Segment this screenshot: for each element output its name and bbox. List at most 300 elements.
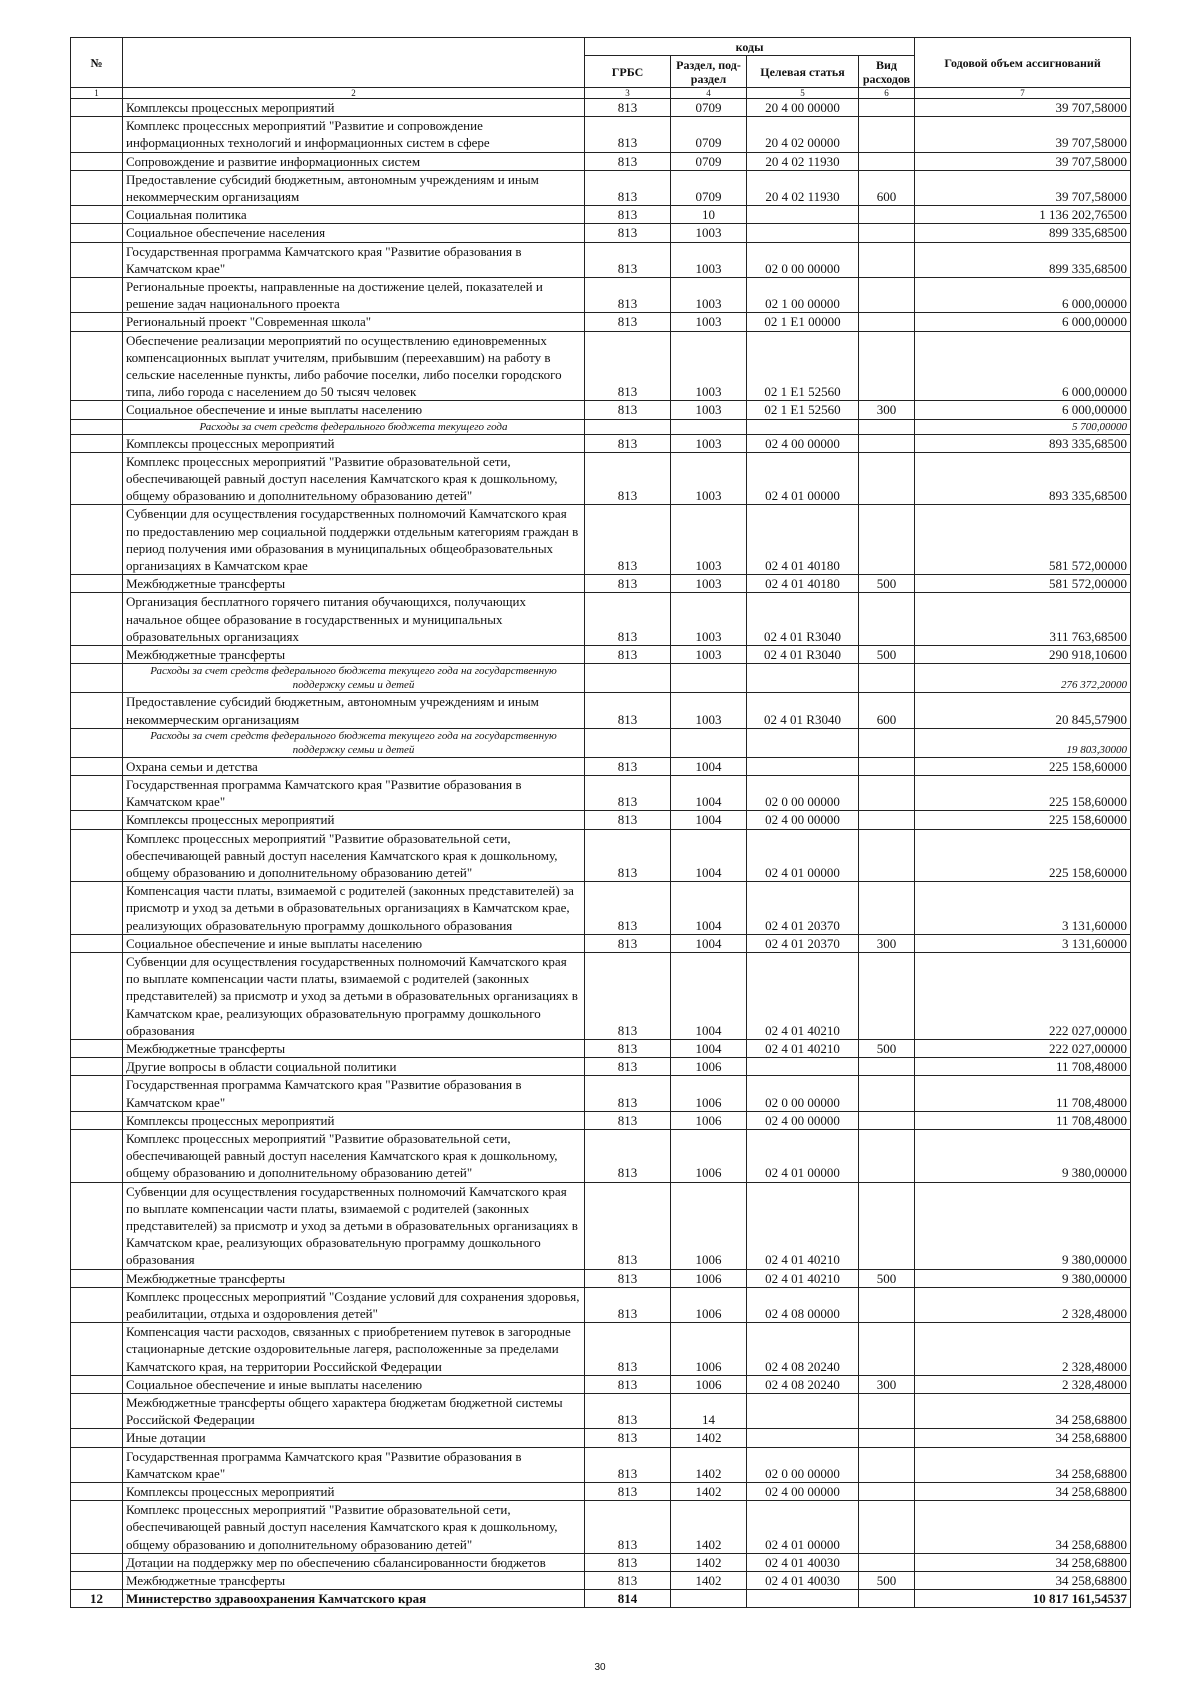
table-row xyxy=(71,278,1131,313)
colnum-2: 2 xyxy=(123,88,585,99)
row-target: 02 4 01 00000 xyxy=(747,452,859,505)
row-sum: 3 131,60000 xyxy=(915,882,1131,935)
row-section: 1402 xyxy=(671,1447,747,1482)
row-grbs: 813 xyxy=(585,1076,671,1111)
table-row xyxy=(71,1447,1131,1482)
row-sum: 2 328,48000 xyxy=(915,1287,1131,1322)
row-kind xyxy=(859,1553,915,1571)
row-number xyxy=(71,829,123,882)
row-number xyxy=(71,419,123,434)
row-sum: 3 131,60000 xyxy=(915,934,1131,952)
row-sum: 6 000,00000 xyxy=(915,278,1131,313)
row-grbs: 813 xyxy=(585,224,671,242)
row-sum: 19 803,30000 xyxy=(915,728,1131,757)
table-row xyxy=(71,99,1131,117)
row-grbs: 813 xyxy=(585,313,671,331)
row-number xyxy=(71,646,123,664)
row-grbs: 813 xyxy=(585,1058,671,1076)
row-kind xyxy=(859,593,915,646)
row-section xyxy=(671,728,747,757)
row-grbs: 813 xyxy=(585,1553,671,1571)
row-kind: 600 xyxy=(859,170,915,205)
budget-table xyxy=(70,37,1131,1608)
table-row xyxy=(71,775,1131,810)
row-grbs: 813 xyxy=(585,170,671,205)
row-grbs: 813 xyxy=(585,934,671,952)
row-name: Комплекс процессных мероприятий "Развитие образовательной сети, обеспечивающей равный доступ населения Камчатского края к дошкольному, общему образованию и дополнительному образованию детей" xyxy=(123,1129,585,1182)
row-section: 1003 xyxy=(671,693,747,728)
row-grbs: 813 xyxy=(585,811,671,829)
row-sum: 39 707,58000 xyxy=(915,117,1131,152)
row-number xyxy=(71,242,123,277)
row-kind xyxy=(859,242,915,277)
row-grbs: 813 xyxy=(585,1129,671,1182)
row-grbs: 813 xyxy=(585,331,671,401)
row-sum: 225 158,60000 xyxy=(915,811,1131,829)
row-sum: 39 707,58000 xyxy=(915,99,1131,117)
row-kind xyxy=(859,811,915,829)
row-section: 1003 xyxy=(671,278,747,313)
row-number xyxy=(71,1287,123,1322)
row-name: Расходы за счет средств федерального бюджета текущего года на государственную поддержку семьи и детей xyxy=(123,728,585,757)
row-section: 1402 xyxy=(671,1572,747,1590)
row-grbs xyxy=(585,664,671,693)
colnum-4: 4 xyxy=(671,88,747,99)
row-grbs: 813 xyxy=(585,1269,671,1287)
row-kind xyxy=(859,1129,915,1182)
colnum-1: 1 xyxy=(71,88,123,99)
row-target: 02 4 01 40210 xyxy=(747,1039,859,1057)
table-row xyxy=(71,1590,1131,1608)
row-target: 02 4 08 20240 xyxy=(747,1323,859,1376)
row-target xyxy=(747,206,859,224)
row-grbs: 813 xyxy=(585,99,671,117)
row-grbs: 813 xyxy=(585,278,671,313)
header-grbs: ГРБС xyxy=(585,56,671,88)
row-section xyxy=(671,664,747,693)
row-number xyxy=(71,693,123,728)
row-number xyxy=(71,1058,123,1076)
row-grbs: 813 xyxy=(585,1394,671,1429)
row-target: 02 1 E1 52560 xyxy=(747,401,859,419)
row-number xyxy=(71,278,123,313)
row-number xyxy=(71,152,123,170)
row-grbs: 813 xyxy=(585,401,671,419)
row-number xyxy=(71,117,123,152)
row-grbs: 813 xyxy=(585,829,671,882)
table-row xyxy=(71,811,1131,829)
table-header xyxy=(71,38,1131,99)
row-sum: 1 136 202,76500 xyxy=(915,206,1131,224)
row-name: Межбюджетные трансферты xyxy=(123,1269,585,1287)
row-section: 1402 xyxy=(671,1553,747,1571)
table-row xyxy=(71,1129,1131,1182)
row-kind: 300 xyxy=(859,1375,915,1393)
row-number xyxy=(71,728,123,757)
row-name: Комплекс процессных мероприятий "Развитие образовательной сети, обеспечивающей равный доступ населения Камчатского края к дошкольному, общему образованию и дополнительному образованию детей" xyxy=(123,829,585,882)
row-number xyxy=(71,170,123,205)
row-section: 1003 xyxy=(671,452,747,505)
row-section: 1006 xyxy=(671,1323,747,1376)
row-target: 02 0 00 00000 xyxy=(747,242,859,277)
row-sum: 581 572,00000 xyxy=(915,505,1131,575)
row-section: 1006 xyxy=(671,1375,747,1393)
row-section: 1003 xyxy=(671,434,747,452)
row-kind xyxy=(859,1394,915,1429)
budget-page xyxy=(70,37,1130,1608)
row-section: 1004 xyxy=(671,811,747,829)
row-kind xyxy=(859,1287,915,1322)
table-row xyxy=(71,1323,1131,1376)
row-name: Региональные проекты, направленные на достижение целей, показателей и решение задач национального проекта xyxy=(123,278,585,313)
row-grbs xyxy=(585,728,671,757)
row-sum: 6 000,00000 xyxy=(915,331,1131,401)
row-name: Организация бесплатного горячего питания обучающихся, получающих начальное общее образование в государственных и муниципальных образовательных организациях xyxy=(123,593,585,646)
header-num: № xyxy=(71,38,123,88)
row-name: Комплексы процессных мероприятий xyxy=(123,434,585,452)
row-section: 1004 xyxy=(671,775,747,810)
row-number xyxy=(71,882,123,935)
row-section: 1003 xyxy=(671,242,747,277)
row-name: Предоставление субсидий бюджетным, автономным учреждениям и иным некоммерческим организациям xyxy=(123,170,585,205)
row-target: 02 4 01 20370 xyxy=(747,934,859,952)
row-number xyxy=(71,505,123,575)
row-grbs: 813 xyxy=(585,117,671,152)
row-name: Иные дотации xyxy=(123,1429,585,1447)
row-section: 1004 xyxy=(671,757,747,775)
row-target: 02 4 08 00000 xyxy=(747,1287,859,1322)
row-grbs: 813 xyxy=(585,882,671,935)
row-kind xyxy=(859,664,915,693)
row-grbs: 813 xyxy=(585,1483,671,1501)
row-section xyxy=(671,1590,747,1608)
row-name: Министерство здравоохранения Камчатского края xyxy=(123,1590,585,1608)
note-row xyxy=(71,664,1131,693)
row-section: 14 xyxy=(671,1394,747,1429)
row-section: 0709 xyxy=(671,152,747,170)
row-target: 02 0 00 00000 xyxy=(747,775,859,810)
row-name: Другие вопросы в области социальной политики xyxy=(123,1058,585,1076)
row-section: 1004 xyxy=(671,1039,747,1057)
table-row xyxy=(71,1572,1131,1590)
row-section: 1004 xyxy=(671,882,747,935)
row-target: 02 0 00 00000 xyxy=(747,1447,859,1482)
row-target: 02 4 01 00000 xyxy=(747,1129,859,1182)
header-kind: Вид расходов xyxy=(859,56,915,88)
row-section: 1003 xyxy=(671,401,747,419)
row-number xyxy=(71,401,123,419)
table-row xyxy=(71,646,1131,664)
row-number xyxy=(71,934,123,952)
row-grbs: 813 xyxy=(585,206,671,224)
row-name: Межбюджетные трансферты xyxy=(123,646,585,664)
row-number xyxy=(71,1111,123,1129)
row-section: 1004 xyxy=(671,934,747,952)
row-kind xyxy=(859,1076,915,1111)
row-target: 20 4 02 00000 xyxy=(747,117,859,152)
row-name: Дотации на поддержку мер по обеспечению сбалансированности бюджетов xyxy=(123,1553,585,1571)
row-kind xyxy=(859,419,915,434)
row-section: 1006 xyxy=(671,1058,747,1076)
row-sum: 11 708,48000 xyxy=(915,1058,1131,1076)
row-kind xyxy=(859,99,915,117)
row-section: 1006 xyxy=(671,1076,747,1111)
row-name: Расходы за счет средств федерального бюджета текущего года на государственную поддержку семьи и детей xyxy=(123,664,585,693)
row-target xyxy=(747,1429,859,1447)
row-kind: 500 xyxy=(859,1269,915,1287)
table-row xyxy=(71,117,1131,152)
row-grbs: 813 xyxy=(585,1429,671,1447)
row-target: 02 4 00 00000 xyxy=(747,811,859,829)
row-number: 12 xyxy=(71,1590,123,1608)
row-sum: 34 258,68800 xyxy=(915,1483,1131,1501)
row-sum: 899 335,68500 xyxy=(915,242,1131,277)
row-kind xyxy=(859,117,915,152)
row-name: Обеспечение реализации мероприятий по осуществлению единовременных компенсационных выплат учителям, прибывшим (переехавшим) на работу в сельские населенные пункты, либо рабочие поселки, либо поселки городского типа, либо города с населением до 50 тысяч человек xyxy=(123,331,585,401)
table-row xyxy=(71,505,1131,575)
row-number xyxy=(71,952,123,1039)
row-target xyxy=(747,224,859,242)
row-target xyxy=(747,1590,859,1608)
row-grbs: 813 xyxy=(585,242,671,277)
row-grbs: 813 xyxy=(585,1375,671,1393)
row-sum: 225 158,60000 xyxy=(915,757,1131,775)
row-kind: 500 xyxy=(859,646,915,664)
row-name: Субвенции для осуществления государственных полномочий Камчатского края по выплате компенсации части платы, взимаемой с родителей (законных представителей) за присмотр и уход за детьми в образовательных организациях в Камчатском крае, реализующих образовательную программу дошкольного образования xyxy=(123,1182,585,1269)
row-sum: 899 335,68500 xyxy=(915,224,1131,242)
row-sum: 893 335,68500 xyxy=(915,452,1131,505)
row-number xyxy=(71,1182,123,1269)
row-grbs: 813 xyxy=(585,152,671,170)
row-grbs: 813 xyxy=(585,434,671,452)
row-target: 02 4 01 40180 xyxy=(747,505,859,575)
row-number xyxy=(71,452,123,505)
row-section: 0709 xyxy=(671,170,747,205)
row-grbs: 813 xyxy=(585,452,671,505)
row-grbs: 813 xyxy=(585,693,671,728)
row-kind: 500 xyxy=(859,1039,915,1057)
table-row xyxy=(71,1394,1131,1429)
table-row xyxy=(71,452,1131,505)
page-number: 30 xyxy=(594,1662,606,1673)
row-kind xyxy=(859,206,915,224)
row-number xyxy=(71,1553,123,1571)
row-name: Расходы за счет средств федерального бюджета текущего года xyxy=(123,419,585,434)
row-name: Комплексы процессных мероприятий xyxy=(123,1111,585,1129)
row-kind: 300 xyxy=(859,934,915,952)
row-target: 02 0 00 00000 xyxy=(747,1076,859,1111)
table-row xyxy=(71,1287,1131,1322)
row-kind xyxy=(859,278,915,313)
table-row xyxy=(71,693,1131,728)
row-target: 02 4 01 R3040 xyxy=(747,593,859,646)
row-name: Государственная программа Камчатского края "Развитие образования в Камчатском крае" xyxy=(123,775,585,810)
row-number xyxy=(71,1269,123,1287)
row-sum: 34 258,68800 xyxy=(915,1429,1131,1447)
header-annual: Годовой объем ассигнований xyxy=(915,38,1131,88)
row-number xyxy=(71,1501,123,1554)
row-target: 02 4 00 00000 xyxy=(747,1483,859,1501)
row-kind xyxy=(859,1182,915,1269)
row-grbs: 813 xyxy=(585,575,671,593)
row-kind: 500 xyxy=(859,575,915,593)
row-section: 1006 xyxy=(671,1111,747,1129)
table-row xyxy=(71,1182,1131,1269)
colnum-7: 7 xyxy=(915,88,1131,99)
row-grbs: 813 xyxy=(585,1182,671,1269)
row-kind xyxy=(859,1590,915,1608)
row-kind xyxy=(859,331,915,401)
row-name: Компенсация части платы, взимаемой с родителей (законных представителей) за присмотр и уход за детьми в образовательных организациях в Камчатском крае, реализующих образовательную программу дошкольного образования xyxy=(123,882,585,935)
row-grbs: 813 xyxy=(585,593,671,646)
row-target xyxy=(747,1394,859,1429)
row-number xyxy=(71,331,123,401)
row-sum: 290 918,10600 xyxy=(915,646,1131,664)
row-number xyxy=(71,313,123,331)
table-row xyxy=(71,1553,1131,1571)
row-name: Охрана семьи и детства xyxy=(123,757,585,775)
row-section: 1004 xyxy=(671,829,747,882)
row-target: 20 4 00 00000 xyxy=(747,99,859,117)
row-number xyxy=(71,664,123,693)
row-name: Социальная политика xyxy=(123,206,585,224)
row-target: 02 1 00 00000 xyxy=(747,278,859,313)
row-grbs: 813 xyxy=(585,1111,671,1129)
row-kind xyxy=(859,452,915,505)
row-name: Комплекс процессных мероприятий "Создание условий для сохранения здоровья, реабилитации, отдыха и оздоровления детей" xyxy=(123,1287,585,1322)
row-number xyxy=(71,575,123,593)
row-name: Региональный проект "Современная школа" xyxy=(123,313,585,331)
row-target xyxy=(747,419,859,434)
row-sum: 6 000,00000 xyxy=(915,401,1131,419)
row-sum: 34 258,68800 xyxy=(915,1572,1131,1590)
row-number xyxy=(71,224,123,242)
table-row xyxy=(71,1375,1131,1393)
column-numbers-row xyxy=(71,88,1131,99)
table-row xyxy=(71,1111,1131,1129)
row-name: Социальное обеспечение населения xyxy=(123,224,585,242)
row-name: Комплекс процессных мероприятий "Развитие и сопровождение информационных технологий и информационных систем в сфере xyxy=(123,117,585,152)
row-sum: 11 708,48000 xyxy=(915,1076,1131,1111)
row-name: Социальное обеспечение и иные выплаты населению xyxy=(123,934,585,952)
table-row xyxy=(71,1269,1131,1287)
table-row xyxy=(71,952,1131,1039)
row-section: 10 xyxy=(671,206,747,224)
row-kind xyxy=(859,952,915,1039)
row-sum: 10 817 161,54537 xyxy=(915,1590,1131,1608)
row-grbs xyxy=(585,419,671,434)
row-sum: 9 380,00000 xyxy=(915,1182,1131,1269)
row-kind xyxy=(859,152,915,170)
row-target: 02 4 08 20240 xyxy=(747,1375,859,1393)
table-row xyxy=(71,224,1131,242)
row-sum: 34 258,68800 xyxy=(915,1447,1131,1482)
row-name: Социальное обеспечение и иные выплаты населению xyxy=(123,1375,585,1393)
row-target: 02 4 00 00000 xyxy=(747,1111,859,1129)
row-section: 1004 xyxy=(671,952,747,1039)
row-kind xyxy=(859,1501,915,1554)
row-target: 02 4 01 40210 xyxy=(747,1269,859,1287)
row-number xyxy=(71,1375,123,1393)
row-section: 0709 xyxy=(671,99,747,117)
row-grbs: 813 xyxy=(585,646,671,664)
row-section: 1402 xyxy=(671,1429,747,1447)
table-row xyxy=(71,1483,1131,1501)
table-row xyxy=(71,575,1131,593)
row-number xyxy=(71,1076,123,1111)
row-sum: 222 027,00000 xyxy=(915,952,1131,1039)
row-name: Государственная программа Камчатского края "Развитие образования в Камчатском крае" xyxy=(123,242,585,277)
row-kind xyxy=(859,775,915,810)
row-name: Комплексы процессных мероприятий xyxy=(123,1483,585,1501)
row-sum: 2 328,48000 xyxy=(915,1375,1131,1393)
row-section: 1003 xyxy=(671,593,747,646)
colnum-3: 3 xyxy=(585,88,671,99)
row-target: 02 4 01 40030 xyxy=(747,1572,859,1590)
header-section: Раздел, под-раздел xyxy=(671,56,747,88)
row-name: Межбюджетные трансферты xyxy=(123,575,585,593)
row-section: 1003 xyxy=(671,505,747,575)
row-sum: 225 158,60000 xyxy=(915,775,1131,810)
row-name: Предоставление субсидий бюджетным, автономным учреждениям и иным некоммерческим организациям xyxy=(123,693,585,728)
row-name: Компенсация части расходов, связанных с приобретением путевок в загородные стационарные детские оздоровительные лагеря, расположенные за пределами Камчатского края, на территории Российской Федерации xyxy=(123,1323,585,1376)
row-grbs: 813 xyxy=(585,1039,671,1057)
row-kind xyxy=(859,882,915,935)
row-number xyxy=(71,1323,123,1376)
row-sum: 11 708,48000 xyxy=(915,1111,1131,1129)
row-number xyxy=(71,1129,123,1182)
row-section: 1003 xyxy=(671,575,747,593)
row-kind xyxy=(859,1323,915,1376)
table-row xyxy=(71,313,1131,331)
row-sum: 9 380,00000 xyxy=(915,1129,1131,1182)
row-section xyxy=(671,419,747,434)
row-section: 1003 xyxy=(671,646,747,664)
row-kind: 300 xyxy=(859,401,915,419)
header-target: Целевая статья xyxy=(747,56,859,88)
row-name: Межбюджетные трансферты общего характера бюджетам бюджетной системы Российской Федерации xyxy=(123,1394,585,1429)
table-row xyxy=(71,242,1131,277)
row-sum: 34 258,68800 xyxy=(915,1553,1131,1571)
row-number xyxy=(71,1394,123,1429)
row-target: 02 4 01 40030 xyxy=(747,1553,859,1571)
header-codes: коды xyxy=(585,38,915,56)
row-target xyxy=(747,728,859,757)
row-name: Комплекс процессных мероприятий "Развитие образовательной сети, обеспечивающей равный доступ населения Камчатского края к дошкольному, общему образованию и дополнительному образованию детей" xyxy=(123,1501,585,1554)
table-row xyxy=(71,882,1131,935)
row-name: Сопровождение и развитие информационных систем xyxy=(123,152,585,170)
table-row xyxy=(71,1058,1131,1076)
row-grbs: 813 xyxy=(585,757,671,775)
row-section: 1003 xyxy=(671,313,747,331)
row-section: 1006 xyxy=(671,1129,747,1182)
row-target: 02 4 01 40180 xyxy=(747,575,859,593)
row-sum: 9 380,00000 xyxy=(915,1269,1131,1287)
row-name: Комплекс процессных мероприятий "Развитие образовательной сети, обеспечивающей равный доступ населения Камчатского края к дошкольному, общему образованию и дополнительному образованию детей" xyxy=(123,452,585,505)
table-row xyxy=(71,593,1131,646)
row-target: 20 4 02 11930 xyxy=(747,170,859,205)
row-section: 1402 xyxy=(671,1501,747,1554)
row-sum: 39 707,58000 xyxy=(915,152,1131,170)
row-sum: 276 372,20000 xyxy=(915,664,1131,693)
table-row xyxy=(71,1039,1131,1057)
row-target: 20 4 02 11930 xyxy=(747,152,859,170)
row-number xyxy=(71,1447,123,1482)
row-number xyxy=(71,99,123,117)
row-section: 1402 xyxy=(671,1483,747,1501)
row-sum: 2 328,48000 xyxy=(915,1323,1131,1376)
row-grbs: 813 xyxy=(585,1447,671,1482)
